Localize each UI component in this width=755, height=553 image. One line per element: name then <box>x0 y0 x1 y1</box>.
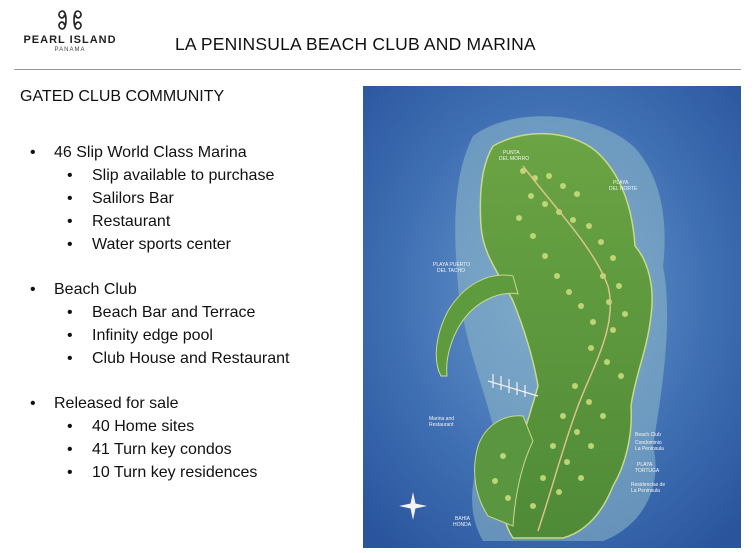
map-label-tortuga: TORTUGA <box>635 468 660 474</box>
sub-bullet: • Club House and Restaurant <box>54 347 344 370</box>
bullet-label: Released for sale <box>54 395 179 412</box>
sub-bullet: • Restaurant <box>54 210 344 233</box>
bullet-marina <box>24 141 344 256</box>
double-spiral-logo-icon <box>56 8 84 32</box>
section-heading: GATED CLUB COMMUNITY <box>20 88 225 105</box>
sub-bullet: • Salilors Bar <box>54 187 344 210</box>
map-label-condominio: Condominio <box>635 440 662 446</box>
bullet-beach-club <box>24 278 344 370</box>
sub-bullet: • Slip available to purchase <box>54 164 344 187</box>
sub-bullet: • 41 Turn key condos <box>54 438 344 461</box>
sub-bullet: • 40 Home sites <box>54 415 344 438</box>
map-label-punta: PUNTA <box>503 150 520 156</box>
map-label-residencias: Residencias de <box>631 482 666 488</box>
map-label-playa-norte: PLAYA <box>613 180 629 186</box>
map-label-la-peninsula: La Peninsula <box>635 446 664 452</box>
sub-bullet: • Infinity edge pool <box>54 324 344 347</box>
logo-name: PEARL ISLAND <box>23 34 117 46</box>
map-label-residencias-peninsula: La Peninsula <box>631 488 660 494</box>
sub-bullet: • Beach Bar and Terrace <box>54 301 344 324</box>
feature-list <box>24 141 344 506</box>
map-label-playa-puerto: PLAYA PUERTO <box>433 262 471 268</box>
map-label-playa-tortuga: PLAYA <box>637 462 653 468</box>
page-title: LA PENINSULA BEACH CLUB AND MARINA <box>175 34 536 54</box>
map-label-marina: Marina and <box>429 416 455 422</box>
logo-subtitle: PANAMA <box>54 47 86 53</box>
map-label-del-norte: DEL NORTE <box>609 186 638 192</box>
map-label-bahia: BAHIA <box>455 516 471 522</box>
bullet-label: 46 Slip World Class Marina <box>54 144 247 161</box>
sub-bullet: • Water sports center <box>54 233 344 256</box>
header-divider <box>14 69 741 70</box>
sub-bullet: • 10 Turn key residences <box>54 461 344 484</box>
bullet-released-for-sale <box>24 392 344 484</box>
bullet-label: Beach Club <box>54 281 137 298</box>
map-label-beach-club: Beach Club <box>635 432 661 438</box>
pearl-island-logo <box>14 8 126 64</box>
map-label-honda: HONDA <box>453 522 472 528</box>
peninsula-site-map <box>363 86 741 548</box>
map-label-restaurant: Restaurant <box>429 422 454 428</box>
map-label-del-tacho: DEL TACHO <box>437 268 465 274</box>
map-label-del-morro: DEL MORRO <box>499 156 530 162</box>
